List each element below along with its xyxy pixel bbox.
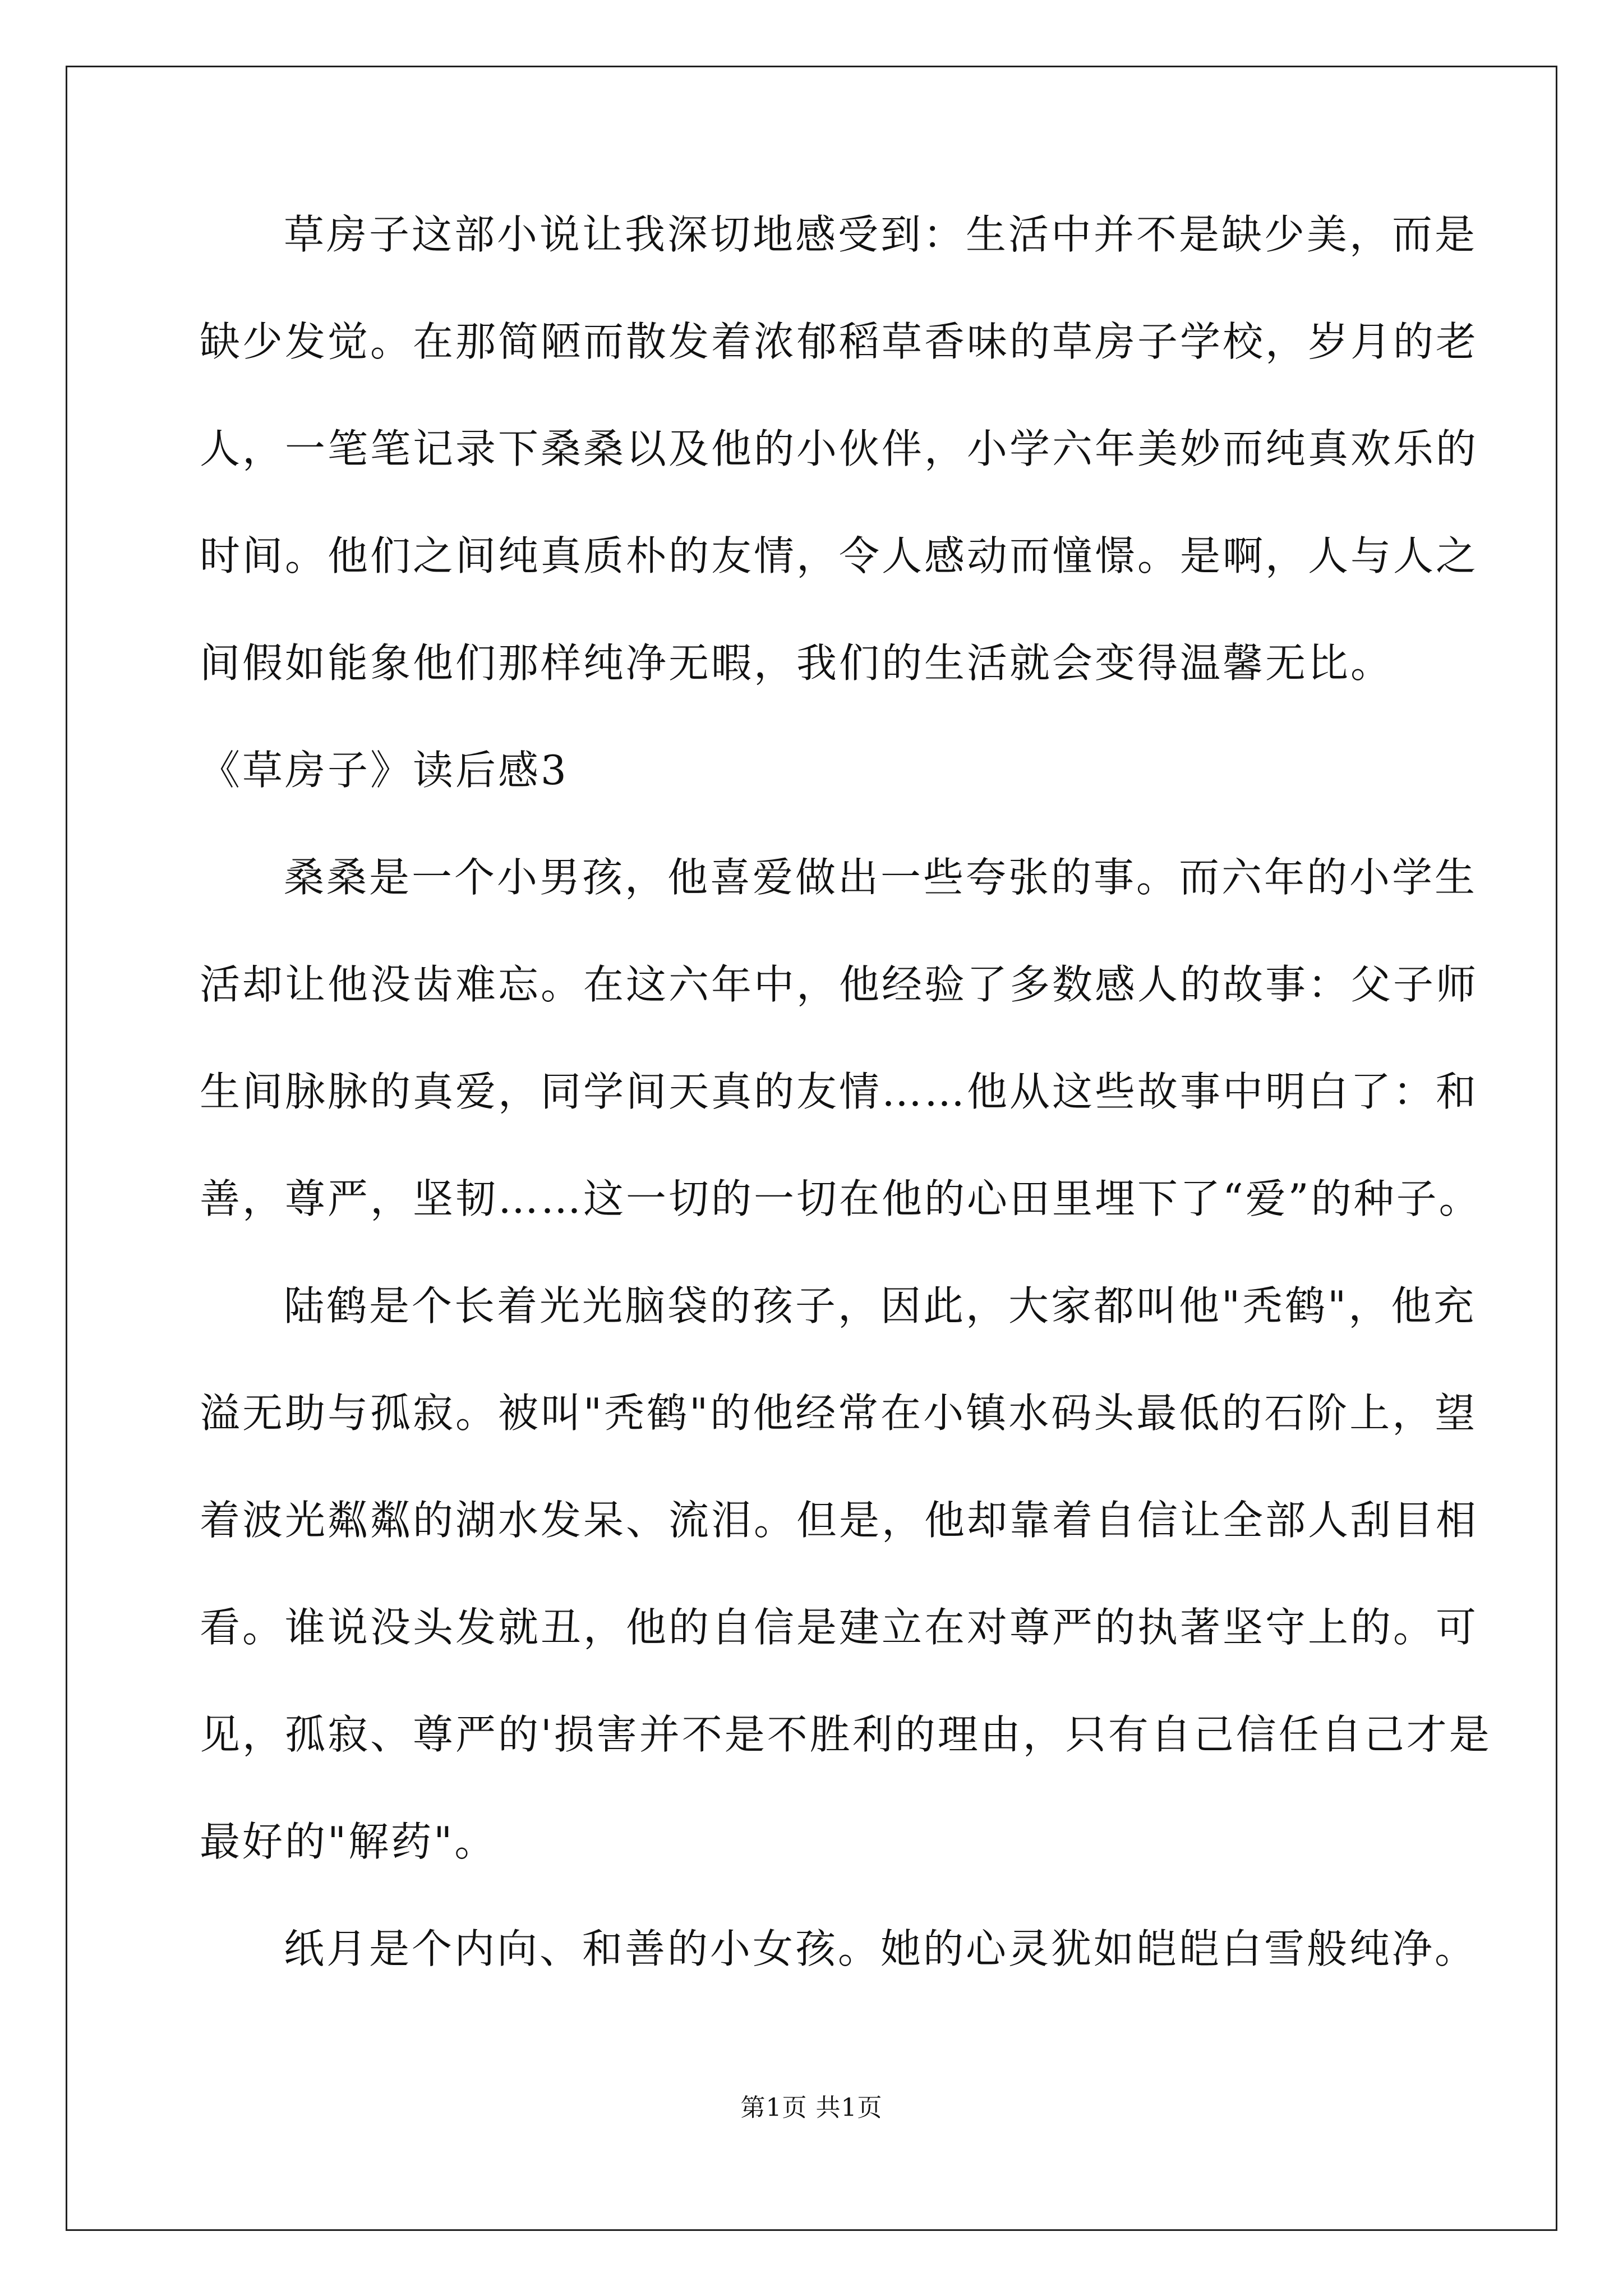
paragraph-1-line-4: 时间。他们之间纯真质朴的友情，令人感动而憧憬。是啊，人与人之: [200, 532, 1479, 579]
paragraph-3-line-2: 溢无助与孤寂。被叫"秃鹤"的他经常在小镇水码头最低的石阶上，望: [200, 1389, 1478, 1437]
paragraph-2-line-2: 活却让他没齿难忘。在这六年中，他经验了多数感人的故事：父子师: [200, 961, 1479, 1008]
paragraph-3-line-1: 陆鹤是个长着光光脑袋的孩子，因此，大家都叫他"秃鹤"，他充: [284, 1282, 1477, 1329]
paragraph-3-line-4: 看。谁说没头发就丑，他的自信是建立在对尊严的执著坚守上的。可: [200, 1604, 1479, 1651]
paragraph-2-line-1: 桑桑是一个小男孩，他喜爱做出一些夸张的事。而六年的小学生: [284, 854, 1478, 901]
page-border: [66, 66, 1557, 2231]
paragraph-1-line-5: 间假如能象他们那样纯净无暇，我们的生活就会变得温馨无比。: [200, 639, 1394, 687]
paragraph-1-line-2: 缺少发觉。在那简陋而散发着浓郁稻草香味的草房子学校，岁月的老: [200, 318, 1479, 365]
paragraph-3-line-5: 见，孤寂、尊严的'损害并不是不胜利的理由，只有自己信任自己才是: [200, 1711, 1492, 1758]
paragraph-2-line-3: 生间脉脉的真爱，同学间天真的友情……他从这些故事中明白了：和: [200, 1068, 1479, 1115]
paragraph-3-line-6: 最好的"解药"。: [200, 1818, 497, 1865]
section-heading: 《草房子》读后感3: [200, 747, 569, 794]
paragraph-3-line-3: 着波光粼粼的湖水发呆、流泪。但是，他却靠着自信让全部人刮目相: [200, 1497, 1479, 1544]
paragraph-2-line-4: 善，尊严，坚韧……这一切的一切在他的心田里埋下了“爱”的种子。: [200, 1175, 1482, 1222]
paragraph-4-line-1: 纸月是个内向、和善的小女孩。她的心灵犹如皑皑白雪般纯净。: [284, 1925, 1478, 1972]
paragraph-1-line-3: 人，一笔笔记录下桑桑以及他的小伙伴，小学六年美妙而纯真欢乐的: [200, 425, 1479, 472]
page-number-footer: 第1页 共1页: [740, 2093, 883, 2122]
paragraph-1-line-1: 草房子这部小说让我深切地感受到：生活中并不是缺少美，而是: [284, 211, 1478, 258]
